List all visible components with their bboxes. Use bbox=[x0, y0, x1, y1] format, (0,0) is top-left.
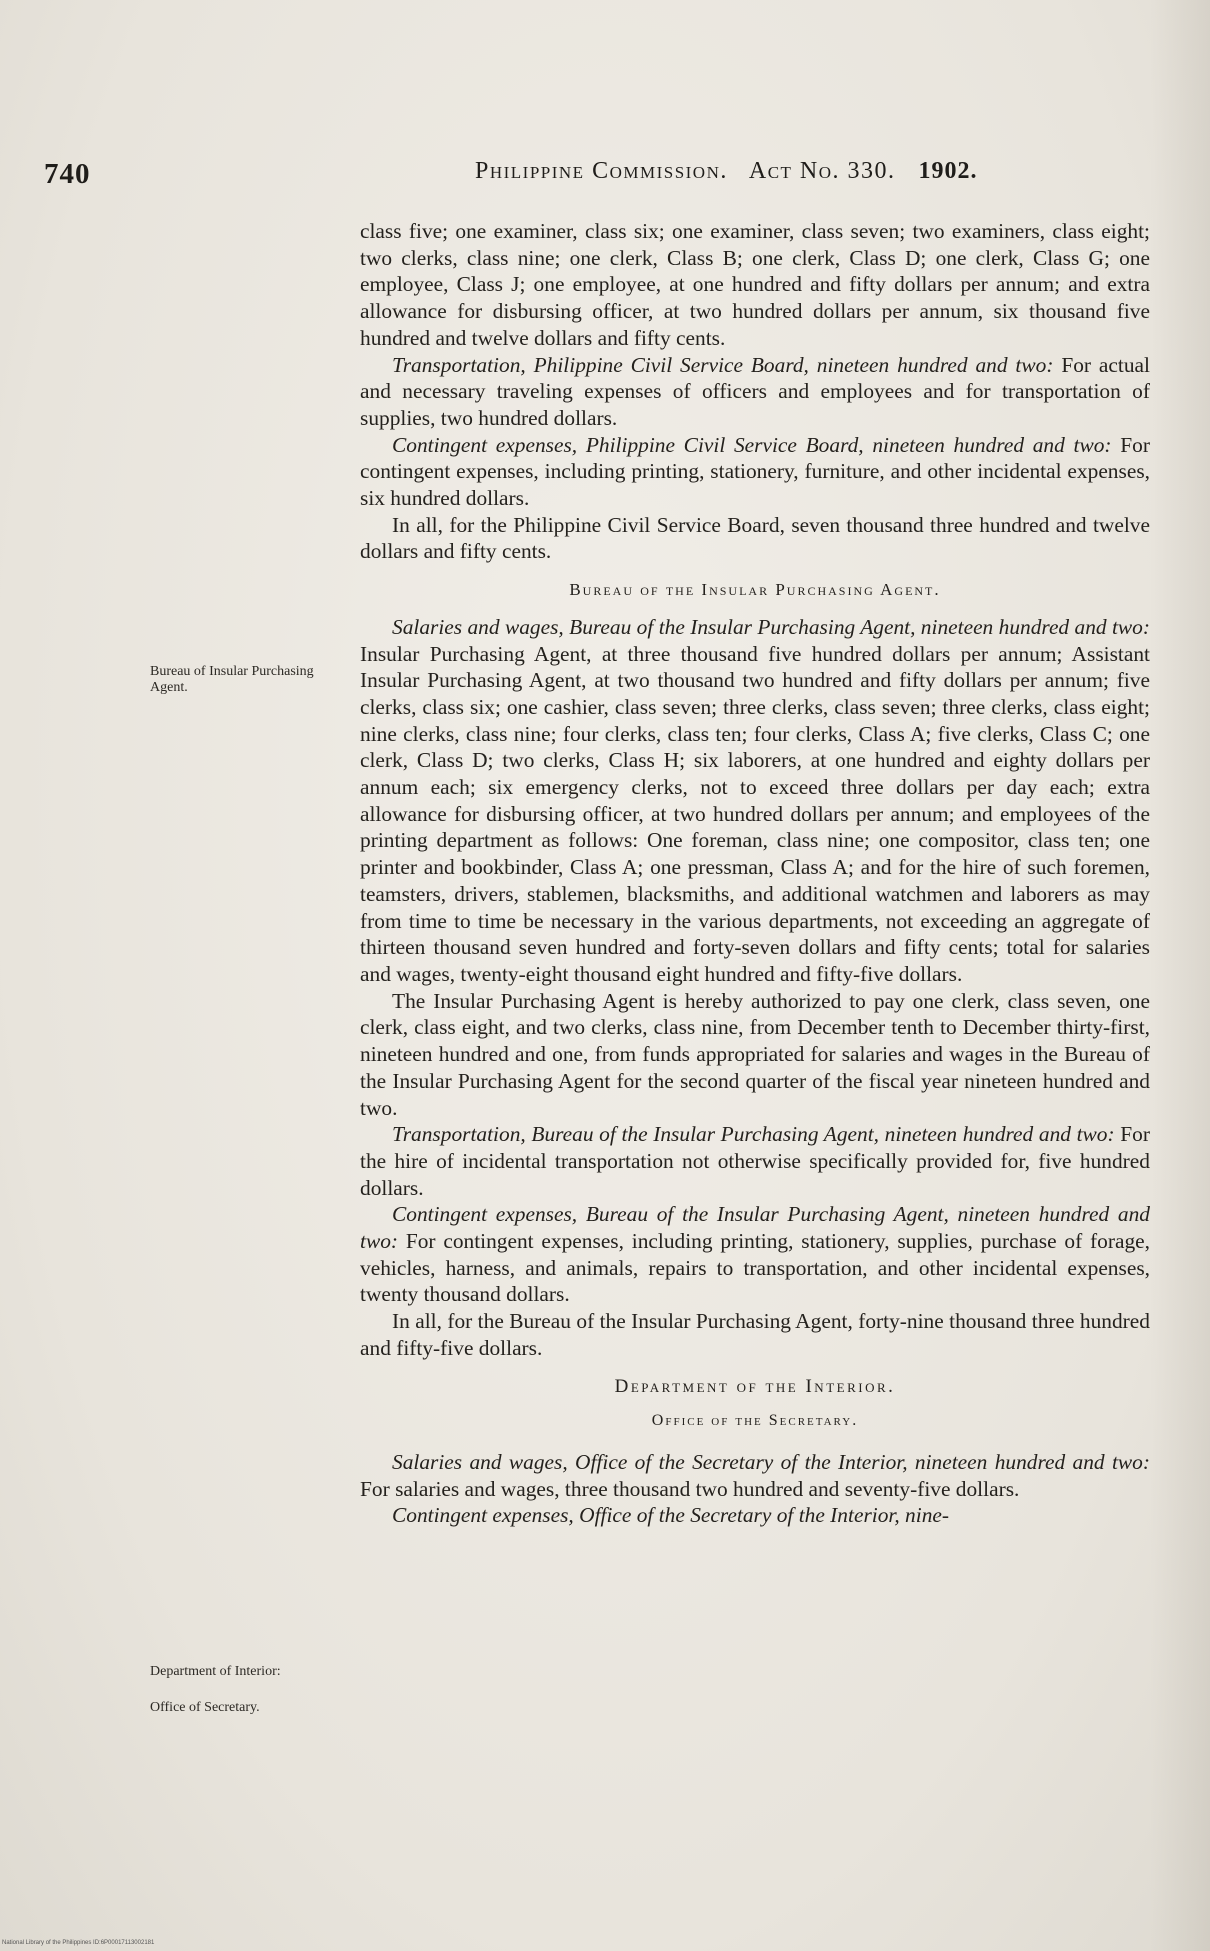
paragraph-2 bbox=[360, 352, 1150, 432]
margin-note-bureau: Bureau of Insular Purchasing Agent. bbox=[150, 664, 314, 695]
section-heading-department: Department of the Interior. bbox=[614, 1375, 896, 1397]
paragraph-2-italic: Transportation, Philippine Civil Service Board, nineteen hundred and two: bbox=[392, 352, 1054, 377]
margin-note-office: Office of Secretary. bbox=[150, 1700, 260, 1715]
paragraph-11-italic: Contingent expenses, Office of the Secretary of the Interior, nine- bbox=[392, 1503, 950, 1528]
paragraph-2-text: For actual and necessary traveling expenses of officers and employees and for transportation of supplies, two hundred dollars. bbox=[360, 352, 1150, 430]
paragraph-10 bbox=[360, 1449, 1150, 1502]
running-head-year: 1902. bbox=[918, 158, 978, 184]
paragraph-8-italic: Contingent expenses, Bureau of the Insular Purchasing Agent, nineteen hundred and two: bbox=[360, 1202, 1150, 1254]
paragraph-1: class five; one examiner, class six; one examiner, class seven; two examiners, class eight; two clerks, class nine; one clerk, Class B; one clerk, Class D; one clerk, Class G; one employee, Class J; one employee, at one hundred and fifty dollars per annum; and extra allowance for disbursing officer, at two hundred dollars per annum, six thousand five hundred and twelve dollars and fifty cents. bbox=[360, 219, 1150, 350]
paragraph-9: In all, for the Bureau of the Insular Purchasing Agent, forty-nine thousand three hundred and fifty-five dollars. bbox=[360, 1309, 1150, 1360]
section-heading-bureau: Bureau of the Insular Purchasing Agent. bbox=[569, 580, 941, 600]
margin-note-department: Department of Interior: bbox=[150, 1664, 281, 1679]
paragraph-8-text: For contingent expenses, including printing, stationery, supplies, purchase of forage, vehicles, harness, and animals, repairs to transportation, and other incidental expenses, twenty thousand dollars. bbox=[360, 1229, 1150, 1307]
paragraph-5-italic: Salaries and wages, Bureau of the Insular Purchasing Agent, nineteen hundred and two: bbox=[392, 614, 1150, 639]
paragraph-3-italic: Contingent expenses, Philippine Civil Service Board, nineteen hundred and two: bbox=[392, 432, 1112, 457]
paragraph-5-text: Insular Purchasing Agent, at three thousand five hundred dollars per annum; Assistant Insular Purchasing Agent, at two thousand two hundred and fifty dollars per annum; five clerks, class six; one cashier, class seven; three clerks, class seven; three clerks, class eight; nine clerks, class nine; four clerks, class ten; four clerks, Class A; five clerks, Class C; one clerk, Class D; two clerks, Class H; six laborers, at one hundred and eighty dollars per annum each; six emergency clerks, not to exceed three dollars per day each; extra allowance for disbursing officer, at two hundred dollars per annum; and employees of the printing department as follows: One foreman, class nine; one compositor, class ten; one printer and bookbinder, Class A; one pressman, Class A; and for the hire of such foremen, teamsters, drivers, stablemen, blacksmiths, and additional watchmen and laborers as may from time to time be necessary in the various departments, not exceeding an aggregate of thirteen thousand seven hundred and forty-seven dollars and fifty cents; total for salaries and wages, twenty-eight thousand eight hundred and fifty-five dollars. bbox=[360, 641, 1150, 986]
paragraph-3-text: For contingent expenses, including printing, stationery, furniture, and other incidental expenses, six hundred dollars. bbox=[360, 432, 1150, 511]
main-text bbox=[360, 218, 1150, 1529]
paragraph-6: The Insular Purchasing Agent is hereby authorized to pay one clerk, class seven, one clerk, class eight, and two clerks, class nine, from December tenth to December thirty-first, nineteen hundred and one, from funds appropriated for salaries and wages in the Bureau of the Insular Purchasing Agent for the second quarter of the fiscal year nineteen hundred and two. bbox=[360, 988, 1150, 1120]
paragraph-7-italic: Transportation, Bureau of the Insular Purchasing Agent, nineteen hundred and two: bbox=[392, 1122, 1115, 1147]
paragraph-10-italic: Salaries and wages, Office of the Secretary of the Interior, nineteen hundred and two: bbox=[392, 1449, 1150, 1474]
paragraph-11 bbox=[360, 1502, 1150, 1529]
page-number: 740 bbox=[44, 158, 91, 190]
section-heading-office: Office of the Secretary. bbox=[651, 1412, 859, 1430]
paragraph-7 bbox=[360, 1121, 1150, 1201]
paragraph-3 bbox=[360, 432, 1150, 512]
running-head-act: Act No. 330. bbox=[748, 158, 896, 184]
paragraph-7-text: For the hire of incidental transportation not otherwise specifically provided for, five hundred dollars. bbox=[360, 1122, 1150, 1200]
library-credit: National Library of the Philippines ID:6P00017113002181 bbox=[2, 1940, 155, 1946]
paragraph-10-text: For salaries and wages, three thousand two hundred and seventy-five dollars. bbox=[360, 1476, 1020, 1501]
running-head-title: Philippine Commission. bbox=[475, 158, 728, 184]
page-edge-shadow bbox=[1150, 0, 1210, 1951]
paragraph-4: In all, for the Philippine Civil Service Board, seven thousand three hundred and twelve dollars and fifty cents. bbox=[360, 512, 1150, 564]
running-head bbox=[475, 158, 978, 185]
paragraph-8 bbox=[360, 1201, 1150, 1308]
paragraph-5 bbox=[360, 614, 1150, 988]
